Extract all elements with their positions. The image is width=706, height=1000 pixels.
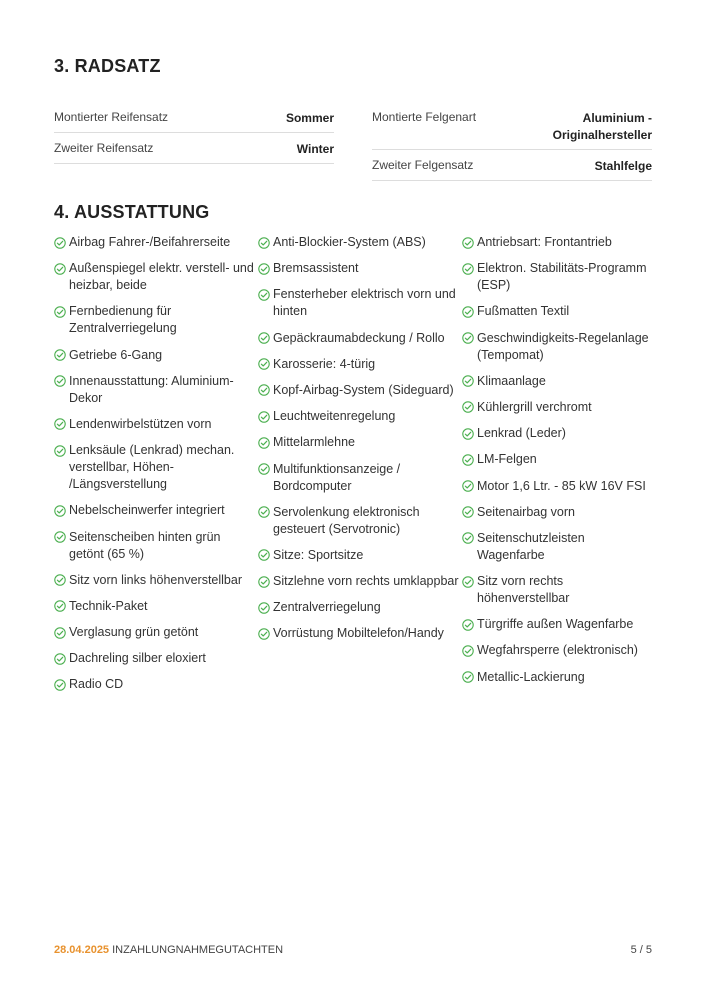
kv-row: [54, 108, 334, 133]
equipment-item: [258, 461, 462, 495]
kv-label: Montierte Felgenart: [372, 110, 477, 124]
equipment-item: [462, 260, 654, 294]
equipment-item-label: Radio CD: [69, 677, 124, 692]
check-circle-icon: [54, 349, 66, 361]
equipment-item: [258, 408, 462, 425]
radsatz-right-list: [372, 108, 652, 187]
equipment-item: [258, 234, 462, 251]
equipment-item: [54, 676, 258, 693]
equipment-item-label: Technik-Paket: [69, 598, 148, 613]
check-circle-icon: [258, 358, 270, 370]
check-circle-icon: [258, 437, 270, 449]
check-circle-icon: [258, 576, 270, 588]
check-circle-icon: [462, 480, 474, 492]
equipment-item-label: Seitenairbag vorn: [477, 504, 575, 519]
check-circle-icon: [54, 679, 66, 691]
equipment-item: [258, 434, 462, 451]
check-circle-icon: [462, 306, 474, 318]
equipment-item: [462, 451, 654, 468]
equipment-item-label: Lenksäule (Lenkrad) mechan. verstellbar, Höhen- /Längsverstellung: [69, 443, 235, 492]
check-circle-icon: [54, 574, 66, 586]
equipment-item-label: Karosserie: 4-türig: [273, 356, 376, 371]
check-circle-icon: [54, 653, 66, 665]
equipment-item-label: Türgriffe außen Wagenfarbe: [477, 617, 634, 632]
equipment-item-label: Gepäckraumabdeckung / Rollo: [273, 330, 445, 345]
check-circle-icon: [258, 463, 270, 475]
equipment-item: [54, 529, 258, 563]
equipment-item-label: Metallic-Lackierung: [477, 669, 585, 684]
kv-label: Zweiter Felgensatz: [372, 158, 474, 172]
check-circle-icon: [258, 289, 270, 301]
equipment-item: [54, 416, 258, 433]
check-circle-icon: [54, 531, 66, 543]
equipment-item: [258, 573, 462, 590]
equipment-item-label: Servolenkung elektronisch gesteuert (Servotronic): [273, 504, 420, 536]
equipment-item: [462, 234, 654, 251]
equipment-item: [54, 502, 258, 519]
equipment-item: [258, 504, 462, 538]
equipment-item: [462, 330, 654, 364]
equipment-item-label: LM-Felgen: [477, 452, 537, 467]
ausstattung-section-title: 4. AUSSTATTUNG: [54, 202, 210, 222]
equipment-item-label: Seitenschutzleisten Wagenfarbe: [477, 530, 585, 562]
equipment-item: [54, 572, 258, 589]
equipment-item: [258, 286, 462, 320]
equipment-item-label: Sitz vorn rechts höhenverstellbar: [477, 574, 570, 606]
equipment-item: [258, 356, 462, 373]
check-circle-icon: [462, 332, 474, 344]
check-circle-icon: [258, 549, 270, 561]
equipment-item-label: Leuchtweitenregelung: [273, 409, 396, 424]
kv-value: Winter: [296, 142, 334, 156]
equipment-item-label: Fernbedienung für Zentralverriegelung: [69, 304, 177, 336]
footer-date: 28.04.2025: [54, 944, 110, 956]
equipment-item-label: Verglasung grün getönt: [69, 625, 199, 640]
equipment-item: [258, 382, 462, 399]
check-circle-icon: [462, 263, 474, 275]
equipment-item: [462, 669, 654, 686]
equipment-item: [258, 260, 462, 277]
equipment-item-label: Vorrüstung Mobiltelefon/Handy: [273, 626, 444, 641]
equipment-column: [258, 234, 462, 703]
equipment-item: [54, 373, 258, 407]
equipment-item: [258, 547, 462, 564]
equipment-item-label: Innenausstattung: Aluminium-Dekor: [69, 373, 234, 405]
equipment-item-label: Klimaanlage: [477, 373, 546, 388]
check-circle-icon: [462, 237, 474, 249]
check-circle-icon: [258, 237, 270, 249]
equipment-item: [258, 599, 462, 616]
kv-value: Aluminium - Originalhersteller: [552, 111, 652, 142]
equipment-item-label: Geschwindigkeits-Regelanlage (Tempomat): [477, 330, 649, 362]
page-footer: [54, 944, 652, 956]
equipment-item-label: Airbag Fahrer-/Beifahrerseite: [69, 235, 231, 249]
check-circle-icon: [258, 628, 270, 640]
check-circle-icon: [54, 418, 66, 430]
check-circle-icon: [258, 332, 270, 344]
equipment-column: [462, 234, 654, 703]
equipment-item: [462, 642, 654, 659]
equipment-item-label: Lendenwirbelstützen vorn: [69, 416, 212, 431]
check-circle-icon: [258, 263, 270, 275]
equipment-item: [462, 573, 654, 607]
footer-doc-title: INZAHLUNGNAHMEGUTACHTEN: [112, 944, 284, 956]
equipment-item: [462, 616, 654, 633]
equipment-item: [462, 303, 654, 320]
equipment-item-label: Getriebe 6-Gang: [69, 347, 163, 362]
equipment-item-label: Motor 1,6 Ltr. - 85 kW 16V FSI: [477, 478, 646, 493]
check-circle-icon: [258, 384, 270, 396]
check-circle-icon: [54, 263, 66, 275]
equipment-item: [462, 504, 654, 521]
equipment-item-label: Fußmatten Textil: [477, 304, 570, 319]
equipment-item: [54, 624, 258, 641]
equipment-item-label: Außenspiegel elektr. verstell- und heizbar, beide: [69, 261, 254, 293]
check-circle-icon: [258, 411, 270, 423]
check-circle-icon: [462, 532, 474, 544]
check-circle-icon: [462, 401, 474, 413]
equipment-item: [54, 234, 258, 251]
check-circle-icon: [462, 619, 474, 631]
radsatz-left-list: [54, 108, 334, 170]
equipment-item: [54, 598, 258, 615]
check-circle-icon: [54, 375, 66, 387]
check-circle-icon: [462, 454, 474, 466]
kv-row: [54, 139, 334, 164]
kv-value: Stahlfelge: [594, 159, 652, 173]
check-circle-icon: [258, 506, 270, 518]
check-circle-icon: [462, 428, 474, 440]
kv-label: Zweiter Reifensatz: [54, 141, 154, 155]
equipment-item: [54, 260, 258, 294]
equipment-item: [462, 478, 654, 495]
equipment-item: [54, 303, 258, 337]
equipment-item-label: Nebelscheinwerfer integriert: [69, 503, 225, 518]
equipment-item: [54, 442, 258, 493]
equipment-column: [54, 234, 258, 703]
equipment-item-label: Anti-Blockier-System (ABS): [273, 235, 426, 249]
equipment-item-label: Bremsassistent: [273, 261, 359, 276]
report-page: [54, 0, 652, 1000]
page-number: 5 / 5: [630, 944, 652, 956]
kv-row: [372, 108, 652, 150]
equipment-list: [54, 234, 654, 703]
equipment-item: [462, 399, 654, 416]
footer-left: [54, 944, 283, 956]
equipment-item-label: Dachreling silber eloxiert: [69, 651, 206, 666]
equipment-item-label: Zentralverriegelung: [273, 600, 381, 615]
check-circle-icon: [54, 306, 66, 318]
kv-value: Sommer: [285, 111, 334, 125]
equipment-item-label: Kühlergrill verchromt: [477, 399, 592, 414]
equipment-item-label: Sitz vorn links höhenverstellbar: [69, 572, 242, 587]
equipment-item: [54, 650, 258, 667]
equipment-item: [54, 347, 258, 364]
equipment-item: [258, 625, 462, 642]
check-circle-icon: [462, 576, 474, 588]
check-circle-icon: [462, 375, 474, 387]
equipment-item-label: Fensterheber elektrisch vorn und hinten: [273, 287, 456, 319]
equipment-item-label: Kopf-Airbag-System (Sideguard): [273, 382, 454, 397]
equipment-item: [462, 373, 654, 390]
equipment-item-label: Seitenscheiben hinten grün getönt (65 %): [69, 529, 221, 561]
check-circle-icon: [462, 506, 474, 518]
equipment-item: [462, 530, 654, 564]
check-circle-icon: [54, 445, 66, 457]
equipment-item-label: Elektron. Stabilitäts-Programm (ESP): [477, 261, 647, 293]
equipment-item-label: Sitzlehne vorn rechts umklappbar: [273, 574, 459, 589]
equipment-item: [462, 425, 654, 442]
equipment-item-label: Wegfahrsperre (elektronisch): [477, 643, 638, 658]
equipment-item-label: Multifunktionsanzeige / Bordcomputer: [273, 461, 401, 493]
check-circle-icon: [462, 645, 474, 657]
equipment-item-label: Mittelarmlehne: [273, 435, 355, 450]
radsatz-section-title: 3. RADSATZ: [54, 56, 161, 76]
check-circle-icon: [54, 237, 66, 249]
check-circle-icon: [462, 671, 474, 683]
check-circle-icon: [258, 602, 270, 614]
equipment-item-label: Antriebsart: Frontantrieb: [477, 235, 612, 249]
kv-label: Montierter Reifensatz: [54, 110, 169, 124]
kv-row: [372, 156, 652, 181]
equipment-item: [258, 330, 462, 347]
check-circle-icon: [54, 600, 66, 612]
equipment-item-label: Lenkrad (Leder): [477, 426, 566, 441]
check-circle-icon: [54, 505, 66, 517]
equipment-item-label: Sitze: Sportsitze: [273, 547, 364, 562]
check-circle-icon: [54, 627, 66, 639]
